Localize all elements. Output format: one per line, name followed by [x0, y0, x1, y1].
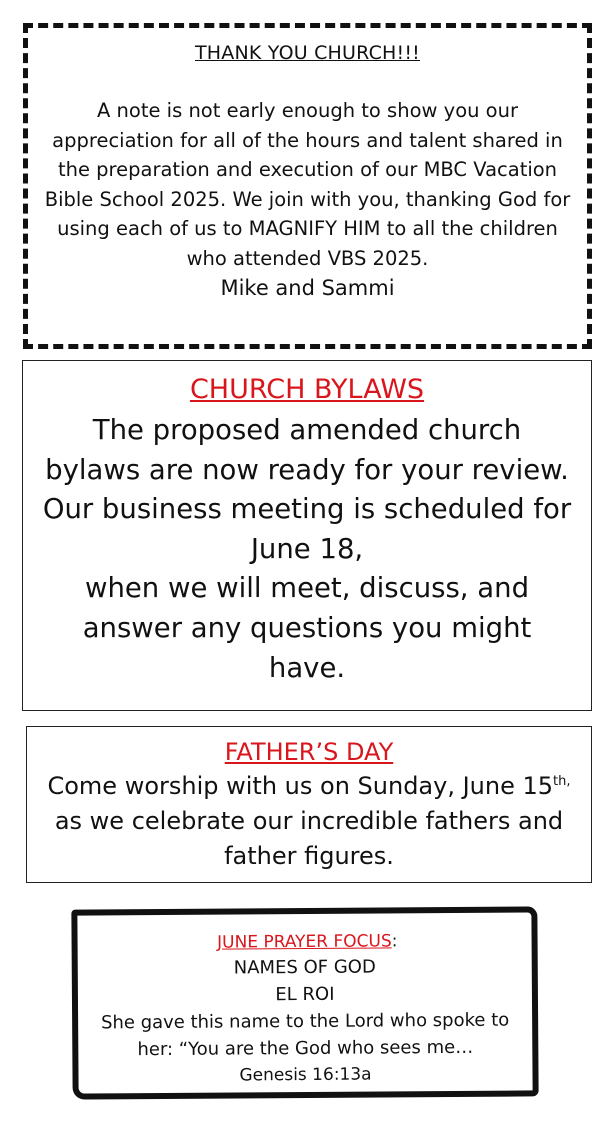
fathers-day-notice [26, 726, 592, 883]
prayer-focus-colon: : [391, 931, 398, 952]
scripture-reference: Genesis 16:13a [239, 1064, 372, 1086]
names-of-god: NAMES OF GOD [233, 956, 376, 979]
thank-you-title: THANK YOU CHURCH!!! [195, 42, 420, 64]
bylaws-body-part2: when we will meet, discuss, and answer any questions you might have. [82, 572, 532, 684]
church-bylaws-notice [22, 360, 592, 711]
bylaws-title: CHURCH BYLAWS [189, 374, 425, 405]
thank-you-notice [23, 23, 592, 349]
thank-you-body: A note is not early enough to show you our appreciation for all of the hours and talent shared in the preparation and execution of our MBC Vacation Bible School 2025. We join with you, thanking God for using each of us to MAGNIFY HIM to all the children who attended VBS 2025. [44, 99, 571, 270]
fathers-day-title: FATHER’S DAY [224, 738, 394, 766]
prayer-focus-title: JUNE PRAYER FOCUS [217, 931, 392, 953]
fathers-day-body [47, 769, 571, 874]
prayer-focus-notice [71, 906, 538, 1099]
bylaws-body [41, 411, 573, 688]
el-roi: EL ROI [275, 983, 335, 1006]
prayer-quote: She gave this name to the Lord who spoke to her: “You are the God who sees me… [100, 1009, 510, 1061]
bylaws-body-part1: The proposed amended church bylaws are now ready for your review. Our business meeting is scheduled for June 18, [42, 414, 572, 565]
thank-you-signature: Mike and Sammi [220, 276, 395, 300]
fathers-day-superscript: th, [553, 774, 571, 789]
fathers-day-text-before: Come worship with us on Sunday, June 15 [47, 772, 554, 800]
fathers-day-text-after: as we celebrate our incredible fathers and father figures. [54, 807, 564, 870]
prayer-focus-heading [77, 928, 531, 955]
